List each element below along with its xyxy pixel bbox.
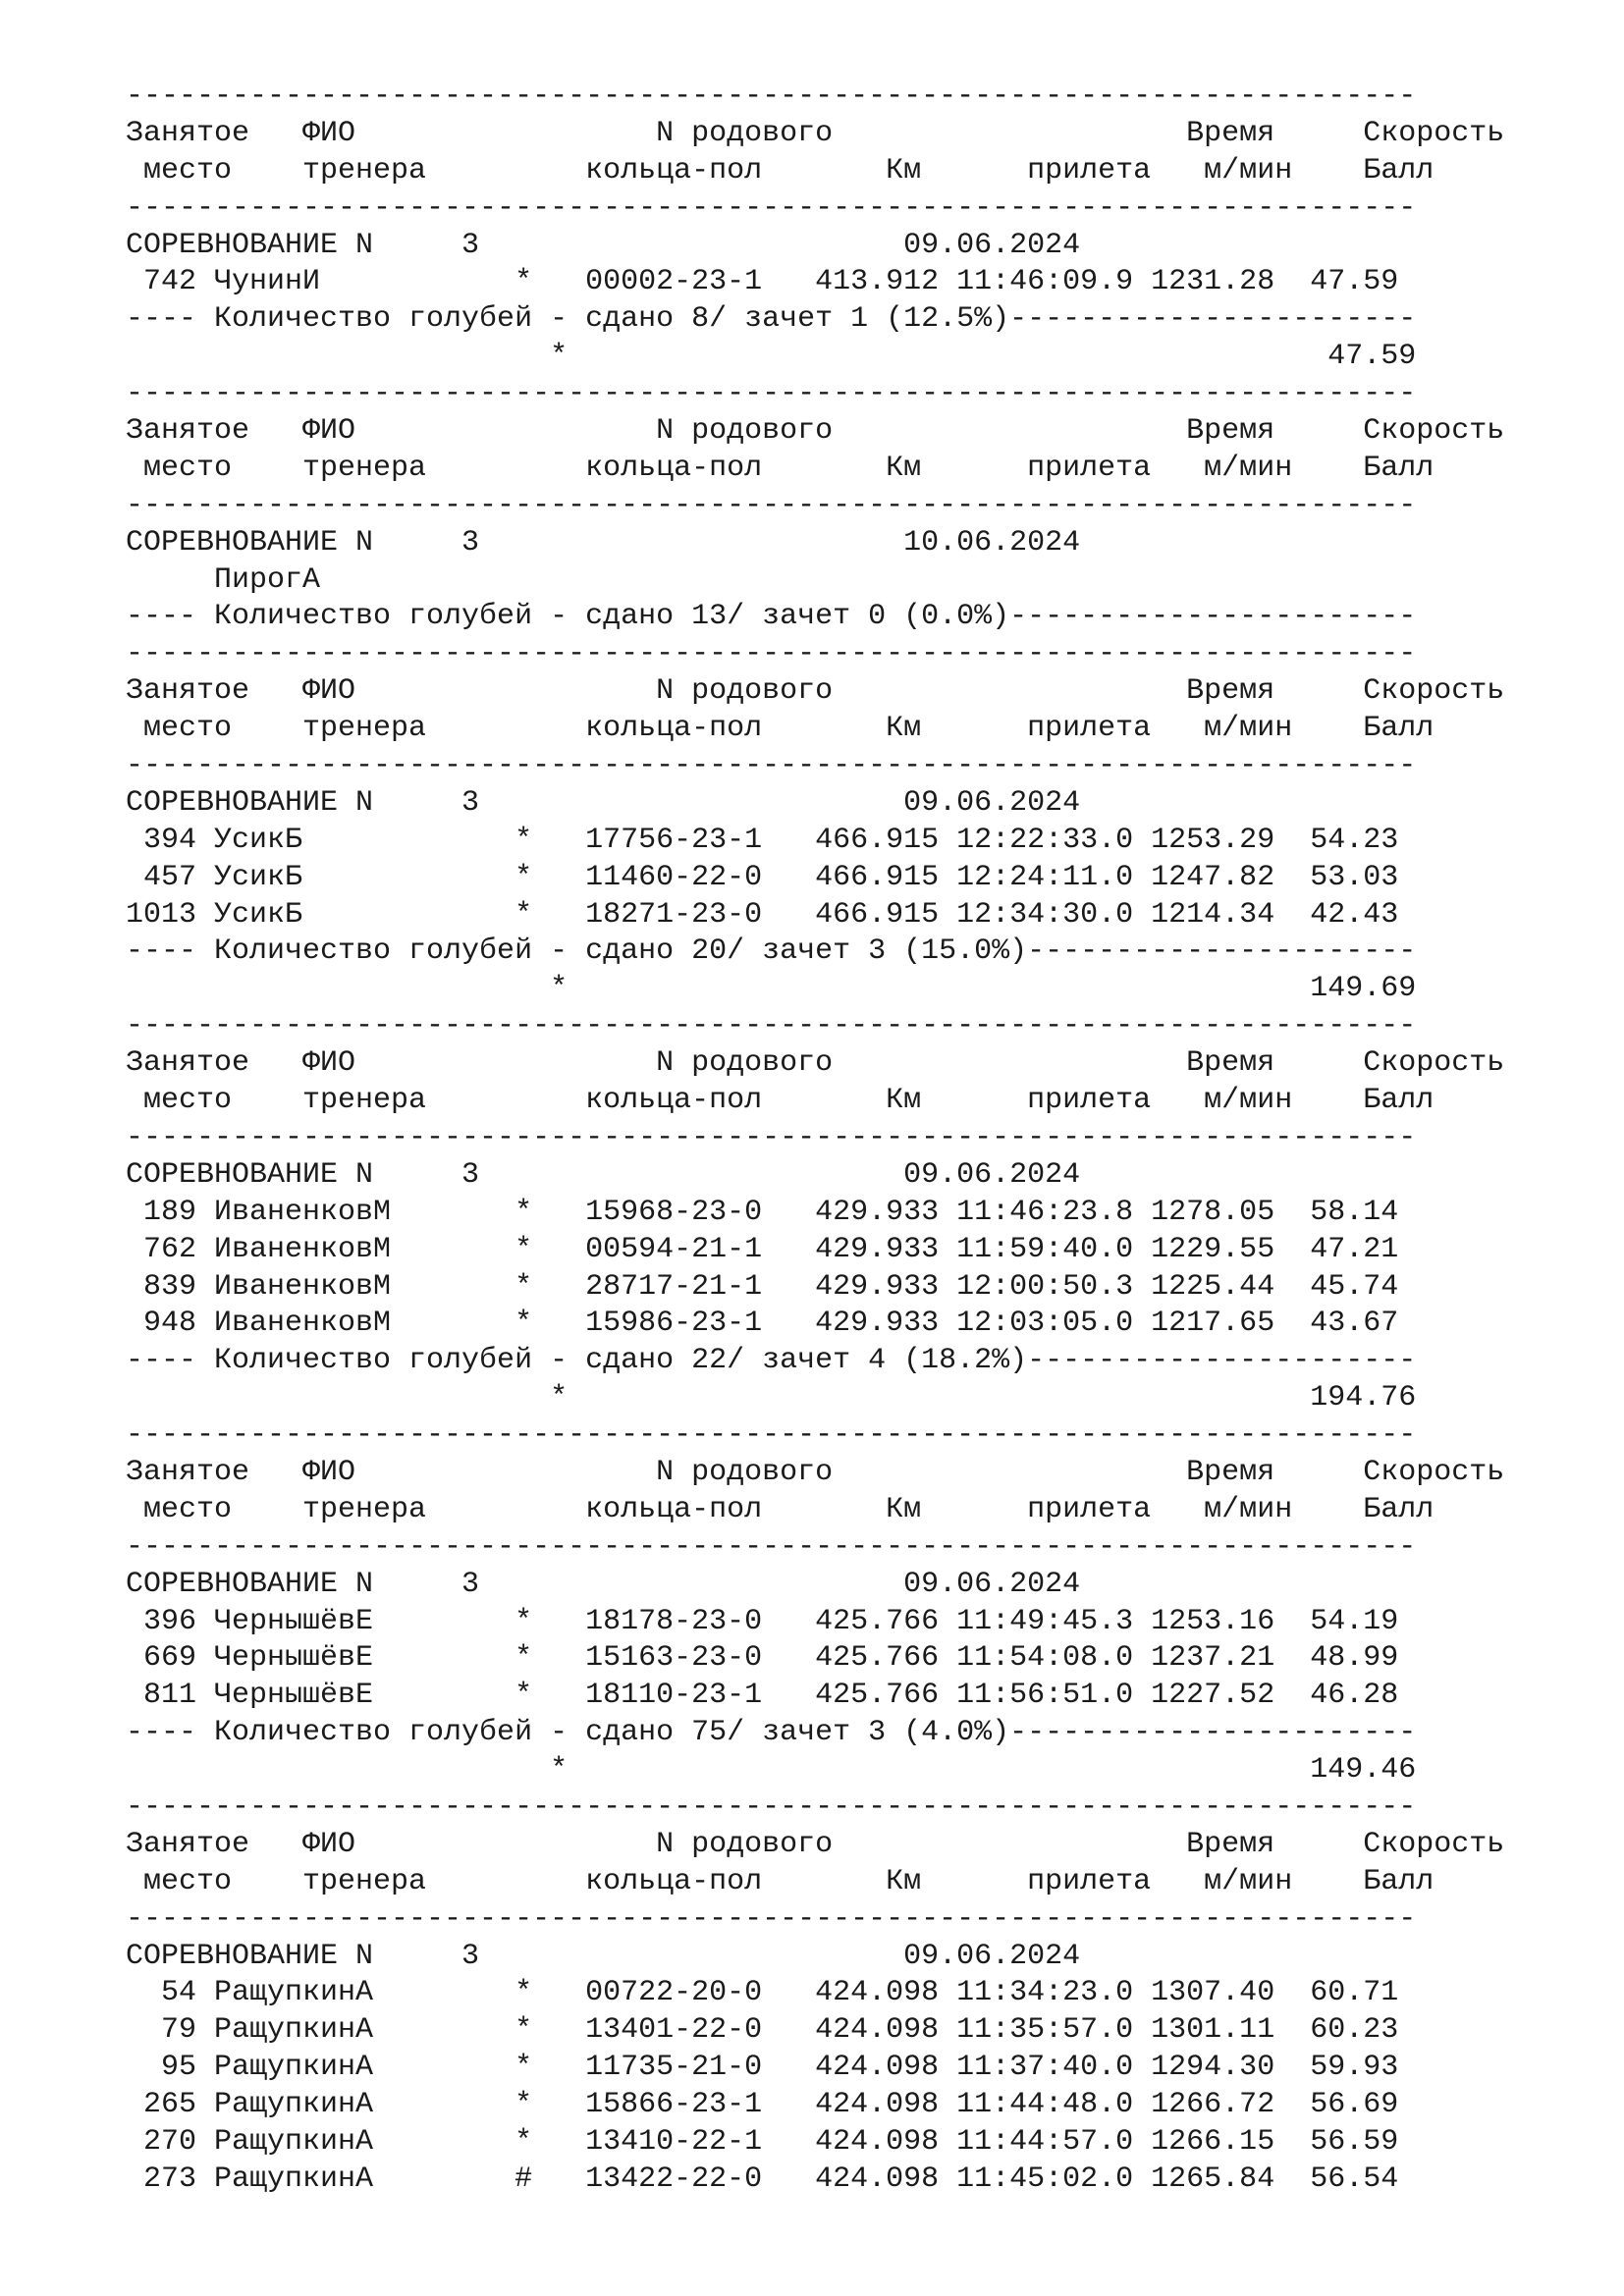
table-header-line-2: место тренера кольца-пол Км прилета м/мин Балл [126, 712, 1435, 746]
separator: ------------------------------------------------------------------------- [126, 749, 1417, 783]
separator: ------------------------------------------------------------------------- [126, 190, 1417, 225]
table-header-line-2: место тренера кольца-пол Км прилета м/мин Балл [126, 1864, 1435, 1898]
result-row: 189 ИваненковМ * 15968-23-0 429.933 11:46:23.8 1278.05 58.14 [126, 1195, 1399, 1229]
result-row: 839 ИваненковМ * 28717-21-1 429.933 12:00:50.3 1225.44 45.74 [126, 1269, 1399, 1304]
separator: ------------------------------------------------------------------------- [126, 1789, 1417, 1824]
result-row: 265 РащупкинА * 15866-23-1 424.098 11:44:48.0 1266.72 56.69 [126, 2088, 1399, 2122]
competition-report [126, 79, 1559, 2199]
result-row: 1013 УсикБ * 18271-23-0 466.915 12:34:30.0 1214.34 42.43 [126, 897, 1399, 932]
result-row: 95 РащупкинА * 11735-21-0 424.098 11:37:40.0 1294.30 59.93 [126, 2051, 1399, 2085]
separator: ------------------------------------------------------------------------- [126, 1418, 1417, 1453]
separator: ------------------------------------------------------------------------- [126, 80, 1417, 113]
total-line: * 149.69 [126, 972, 1417, 1006]
result-row: 54 РащупкинА * 00722-20-0 424.098 11:34:23.0 1307.40 60.71 [126, 1976, 1399, 2010]
result-row: 742 ЧунинИ * 00002-23-1 413.912 11:46:09.9 1231.28 47.59 [126, 265, 1399, 299]
result-row: 669 ЧернышёвЕ * 15163-23-0 425.766 11:54:08.0 1237.21 48.99 [126, 1641, 1399, 1676]
result-row: 811 ЧернышёвЕ * 18110-23-1 425.766 11:56:51.0 1227.52 46.28 [126, 1679, 1399, 1713]
table-header-line-1: Занятое ФИО N родового Время Скорость [126, 1827, 1505, 1861]
table-header-line-1: Занятое ФИО N родового Время Скорость [126, 414, 1505, 449]
table-header-line-2: место тренера кольца-пол Км прилета м/мин Балл [126, 1084, 1435, 1118]
total-line: * 194.76 [126, 1381, 1417, 1415]
separator: ------------------------------------------------------------------------- [126, 1901, 1417, 1936]
result-row: 270 РащупкинА * 13410-22-1 424.098 11:44:57.0 1266.15 56.59 [126, 2124, 1399, 2159]
summary-line: ---- Количество голубей - сдано 8/ зачет 1 (12.5%)----------------------- [126, 302, 1417, 337]
separator: ------------------------------------------------------------------------- [126, 1529, 1417, 1564]
table-header-line-2: место тренера кольца-пол Км прилета м/мин Балл [126, 153, 1435, 187]
result-row: 762 ИваненковМ * 00594-21-1 429.933 11:59:40.0 1229.55 47.21 [126, 1232, 1399, 1266]
separator: ------------------------------------------------------------------------- [126, 637, 1417, 671]
separator: ------------------------------------------------------------------------- [126, 1120, 1417, 1154]
result-row: 79 РащупкинА * 13401-22-0 424.098 11:35:57.0 1301.11 60.23 [126, 2013, 1399, 2048]
table-header-line-1: Занятое ФИО N родового Время Скорость [126, 1455, 1505, 1489]
competition-line: СОРЕВНОВАНИЕ N 3 09.06.2024 [126, 785, 1081, 820]
competition-line: СОРЕВНОВАНИЕ N 3 09.06.2024 [126, 1157, 1081, 1192]
summary-line: ---- Количество голубей - сдано 75/ зачет 3 (4.0%)----------------------- [126, 1716, 1417, 1750]
table-header-line-1: Занятое ФИО N родового Время Скорость [126, 1046, 1505, 1081]
table-header-line-1: Занятое ФИО N родового Время Скорость [126, 674, 1505, 709]
summary-line: ---- Количество голубей - сдано 20/ зачет 3 (15.0%)---------------------- [126, 934, 1417, 969]
summary-line: ---- Количество голубей - сдано 22/ зачет 4 (18.2%)---------------------- [126, 1344, 1417, 1378]
trainer-name: ПирогА [126, 562, 321, 597]
total-line: * 149.46 [126, 1753, 1417, 1788]
result-row: 948 ИваненковМ * 15986-23-1 429.933 12:03:05.0 1217.65 43.67 [126, 1307, 1399, 1341]
separator: ------------------------------------------------------------------------- [126, 488, 1417, 522]
result-row: 396 ЧернышёвЕ * 18178-23-0 425.766 11:49:45.3 1253.16 54.19 [126, 1604, 1399, 1638]
summary-line: ---- Количество голубей - сдано 13/ зачет 0 (0.0%)----------------------- [126, 600, 1417, 634]
total-line: * 47.59 [126, 340, 1417, 374]
table-header-line-1: Занятое ФИО N родового Время Скорость [126, 116, 1505, 150]
competition-line: СОРЕВНОВАНИЕ N 3 10.06.2024 [126, 525, 1081, 560]
competition-line: СОРЕВНОВАНИЕ N 3 09.06.2024 [126, 1939, 1081, 1973]
result-row: 457 УсикБ * 11460-22-0 466.915 12:24:11.0 1247.82 53.03 [126, 860, 1399, 894]
result-row: 394 УсикБ * 17756-23-1 466.915 12:22:33.0 1253.29 54.23 [126, 823, 1399, 857]
separator: ------------------------------------------------------------------------- [126, 377, 1417, 411]
competition-line: СОРЕВНОВАНИЕ N 3 09.06.2024 [126, 228, 1081, 262]
table-header-line-2: место тренера кольца-пол Км прилета м/мин Балл [126, 1492, 1435, 1526]
result-row: 273 РащупкинА # 13422-22-0 424.098 11:45:02.0 1265.84 56.54 [126, 2162, 1399, 2196]
separator: ------------------------------------------------------------------------- [126, 1009, 1417, 1043]
competition-line: СОРЕВНОВАНИЕ N 3 09.06.2024 [126, 1567, 1081, 1601]
table-header-line-2: место тренера кольца-пол Км прилета м/мин Балл [126, 451, 1435, 485]
